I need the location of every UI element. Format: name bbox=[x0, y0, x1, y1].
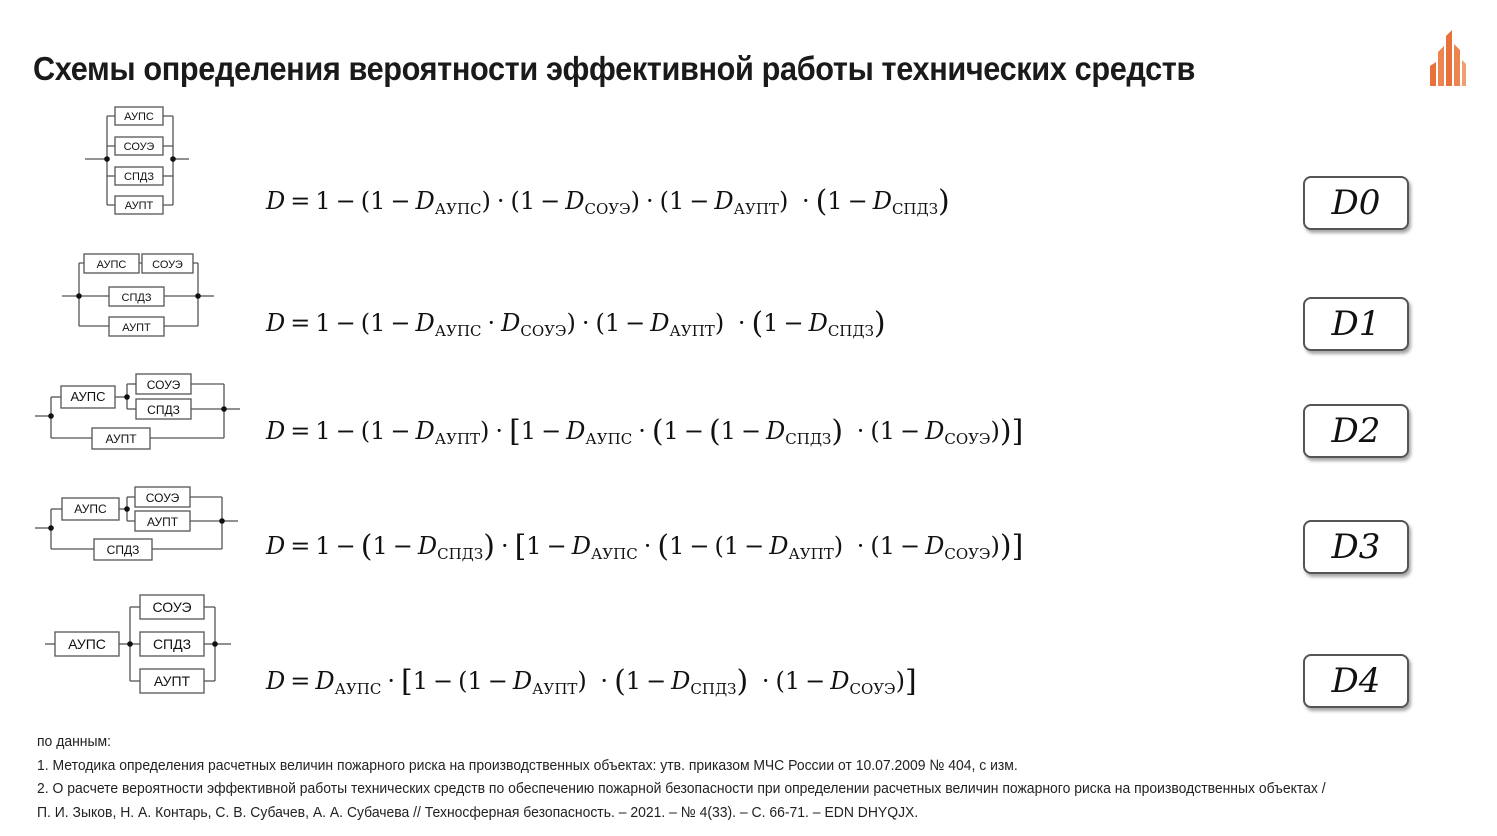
box-label: АУПС bbox=[96, 259, 127, 271]
box-label: СОУЭ bbox=[152, 599, 192, 615]
node-dot bbox=[104, 156, 110, 162]
result-box-d1: D1 bbox=[1303, 297, 1409, 351]
reference-1: 1. Методика определения расчетных величин пожарного риска на производственных объектах: утв. приказом МЧС России от 10.07.2009 № 404, с изм. bbox=[37, 756, 1018, 774]
box-label: АУПС bbox=[68, 636, 106, 652]
box-label: СОУЭ bbox=[146, 378, 181, 392]
result-box-d0: D0 bbox=[1303, 176, 1409, 230]
box-label: СОУЭ bbox=[152, 259, 183, 271]
diagram-d2 bbox=[35, 372, 245, 452]
formula-d2: $D = 1 - (1 - D_{АУПТ}) \cdot [1 - D_{АУПС} \cdot (1 - (1 - D_{СПДЗ}) \cdot (1 - D_{СОУЭ}))]$ bbox=[266, 414, 1024, 449]
formula-d0: $D = 1 - (1 - D_{АУПС}) \cdot (1 - D_{СОУЭ}) \cdot (1 - D_{АУПТ}) \cdot (1 - D_{СПДЗ})$ bbox=[266, 184, 950, 219]
box-label: АУПС bbox=[74, 502, 107, 516]
reference-2b: П. И. Зыков, Н. А. Контарь, С. В. Субачев, А. А. Субачева // Техносферная безопасность. – 2021. – № 4(33). – С. 66-71. – EDN DHYQJX. bbox=[37, 803, 919, 821]
diagram-d0 bbox=[85, 103, 195, 215]
diagram-d1 bbox=[62, 252, 217, 336]
box-label: СПДЗ bbox=[152, 636, 192, 652]
box-label: СОУЭ bbox=[145, 491, 180, 505]
result-box-d4: D4 bbox=[1303, 654, 1409, 708]
box-label: СПДЗ bbox=[121, 292, 152, 304]
node-dot bbox=[170, 156, 176, 162]
box-label: АУПТ bbox=[122, 322, 151, 334]
box-label: АУПС bbox=[124, 111, 154, 123]
building-logo-icon bbox=[1428, 30, 1468, 86]
page-title: Схемы определения вероятности эффективной работы технических средств bbox=[33, 50, 1195, 87]
box-label: АУПС bbox=[70, 389, 106, 404]
box-label: СПДЗ bbox=[124, 171, 154, 183]
formula-d1: $D = 1 - (1 - D_{АУПС} \cdot D_{СОУЭ}) \cdot (1 - D_{АУПТ}) \cdot (1 - D_{СПДЗ})$ bbox=[266, 306, 886, 341]
box-label: АУПТ bbox=[124, 200, 154, 212]
box-label: СПДЗ bbox=[106, 543, 140, 557]
diagram-d4 bbox=[45, 592, 240, 697]
formula-d4: $D = D_{АУПС} \cdot [1 - (1 - D_{АУПТ}) \cdot (1 - D_{СПДЗ}) \cdot (1 - D_{СОУЭ})]$ bbox=[266, 664, 917, 699]
reference-2a: 2. О расчете вероятности эффективной работы технических средств по обеспечению пожарной безопасности при определении расчетных величин пожарного риска на производственных объектах / bbox=[37, 780, 1326, 797]
formula-d3: $D = 1 - (1 - D_{СПДЗ}) \cdot [1 - D_{АУПС} \cdot (1 - (1 - D_{АУПТ}) \cdot (1 - D_{СОУЭ}))]$ bbox=[266, 529, 1024, 564]
box-label: АУПТ bbox=[153, 673, 191, 689]
result-box-d3: D3 bbox=[1303, 520, 1409, 574]
references-intro: по данным: bbox=[37, 733, 111, 750]
box-label: АУПТ bbox=[105, 432, 137, 446]
box-label: СОУЭ bbox=[123, 141, 155, 153]
box-label: СПДЗ bbox=[147, 403, 180, 417]
references bbox=[37, 730, 1423, 824]
diagram-d3 bbox=[35, 485, 245, 565]
result-box-d2: D2 bbox=[1303, 404, 1409, 458]
box-label: АУПТ bbox=[146, 515, 179, 529]
